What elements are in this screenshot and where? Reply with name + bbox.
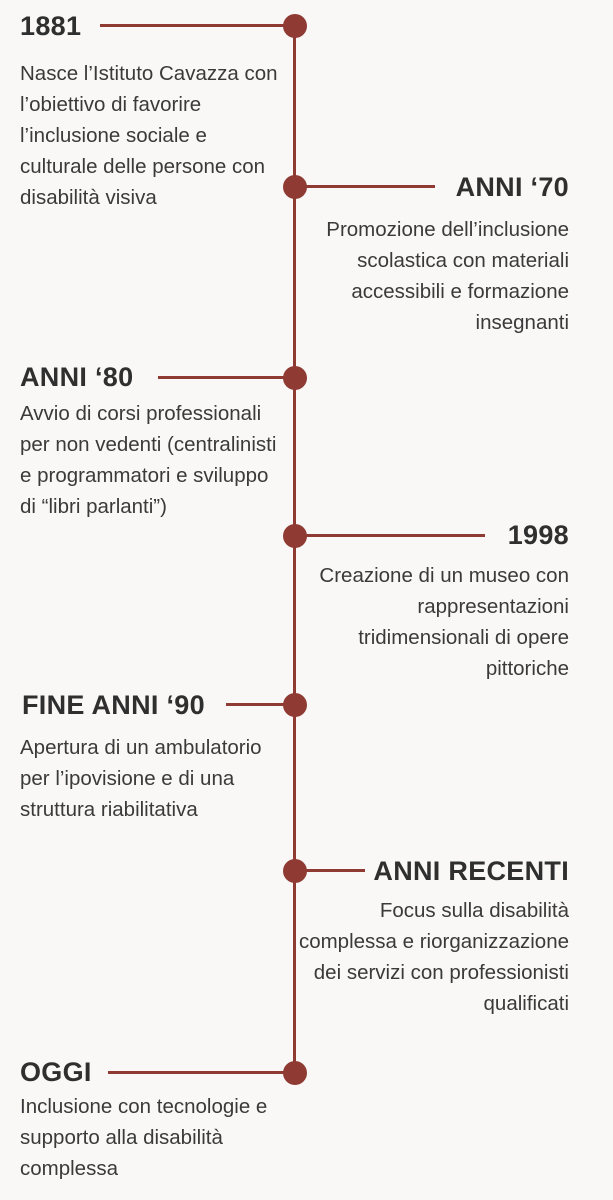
- event-description-anni-recenti: Focus sulla disabilità complessa e riorganizzazione dei servizi con professionisti qualificati: [298, 899, 569, 1015]
- timeline-node-anni-recenti: [283, 859, 307, 883]
- event-description-anni-80: Avvio di corsi professionali per non vedenti (centralinisti e programmatori e sviluppo di “libri parlanti”): [20, 402, 277, 518]
- event-date-1998: 1998: [507, 520, 569, 550]
- connector-anni-80: [158, 376, 294, 379]
- event-description-1998: Creazione di un museo con rappresentazioni tridimensionali di opere pittoriche: [319, 564, 569, 680]
- event-date-anni-recenti: ANNI RECENTI: [373, 856, 569, 886]
- event-description-anni-70: Promozione dell’inclusione scolastica con materiali accessibili e formazione insegnanti: [326, 218, 569, 334]
- event-description-fine-anni-90: Apertura di un ambulatorio per l’ipovisione e di una struttura riabilitativa: [20, 736, 262, 821]
- event-date-1881: 1881: [20, 11, 82, 41]
- timeline-node-oggi: [283, 1061, 307, 1085]
- timeline-node-1998: [283, 524, 307, 548]
- timeline-node-1881: [283, 14, 307, 38]
- connector-1998: [295, 534, 485, 537]
- timeline-node-anni-80: [283, 366, 307, 390]
- event-description-oggi: Inclusione con tecnologie e supporto alla disabilità complessa: [20, 1095, 268, 1180]
- connector-anni-70: [295, 185, 435, 188]
- event-date-oggi: OGGI: [20, 1057, 92, 1087]
- timeline-node-fine-anni-90: [283, 693, 307, 717]
- event-date-fine-anni-90: FINE ANNI ‘90: [22, 690, 205, 720]
- event-date-anni-80: ANNI ‘80: [20, 362, 134, 392]
- connector-1881: [100, 24, 294, 27]
- event-description-1881: Nasce l’Istituto Cavazza con l’obiettivo di favorire l’inclusione sociale e culturale delle persone con disabilità visiva: [20, 62, 278, 209]
- event-date-anni-70: ANNI ‘70: [455, 172, 569, 202]
- timeline-node-anni-70: [283, 175, 307, 199]
- connector-oggi: [108, 1071, 294, 1074]
